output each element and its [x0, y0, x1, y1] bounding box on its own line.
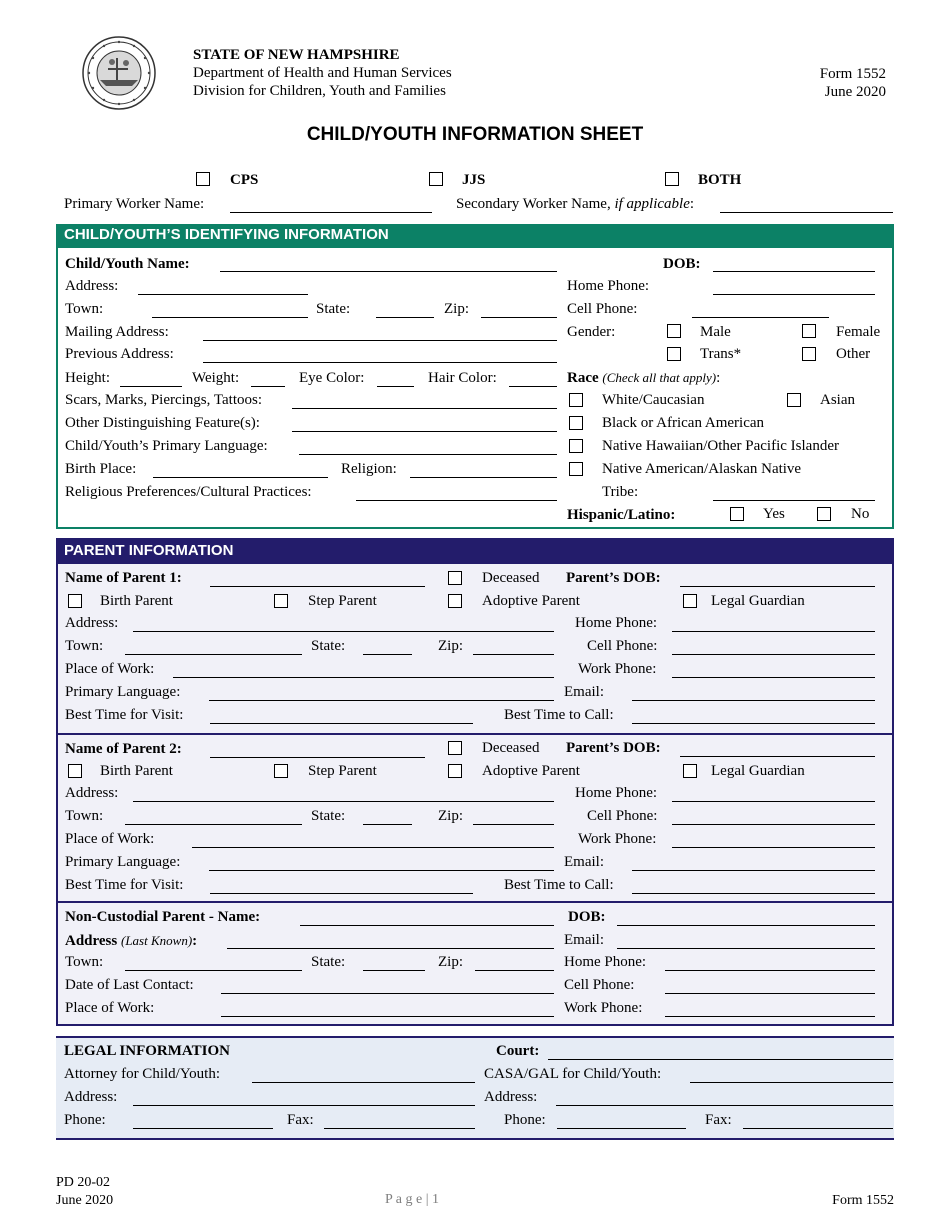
casa-label: CASA/GAL for Child/Youth: [484, 1066, 662, 1082]
race-label: Race (Check all that apply): [567, 370, 721, 386]
attorney-fax-label: Fax: [287, 1112, 314, 1128]
form-number: Form 1552 [819, 66, 886, 82]
parent2-home-phone-label: Home Phone: [575, 785, 658, 801]
casa-address-label: Address: [484, 1089, 538, 1105]
secondary-worker-field[interactable] [720, 212, 893, 213]
noncustodial-home-phone-field[interactable] [665, 970, 875, 971]
jjs-checkbox[interactable] [429, 172, 443, 186]
parent1-work-phone-field[interactable] [672, 677, 875, 678]
other-features-label: Other Distinguishing Feature(s): [65, 415, 260, 431]
parent1-visit-label: Best Time for Visit: [65, 707, 184, 723]
noncustodial-cell-phone-field[interactable] [665, 993, 875, 994]
parent2-call-label: Best Time to Call: [504, 877, 614, 893]
parent2-address-label: Address: [65, 785, 119, 801]
parent2-adoptive-parent-label: Adoptive Parent [482, 763, 580, 779]
female-label: Female [836, 324, 881, 340]
height-label: Height: [65, 370, 110, 386]
casa-field[interactable] [690, 1082, 893, 1083]
child-cell-phone-label: Cell Phone: [567, 301, 638, 317]
attorney-label: Attorney for Child/Youth: [64, 1066, 220, 1082]
parent2-adoptive-parent-checkbox[interactable] [448, 764, 462, 778]
parent1-zip-field[interactable] [473, 654, 554, 655]
parent2-legal-guardian-label: Legal Guardian [711, 763, 805, 779]
parent1-legal-guardian-label: Legal Guardian [711, 593, 805, 609]
parent-section [56, 538, 894, 1026]
parent2-work-label: Place of Work: [65, 831, 155, 847]
casa-phone-field[interactable] [557, 1128, 686, 1129]
jjs-label: JJS [462, 172, 486, 188]
parent1-state-field[interactable] [363, 654, 412, 655]
parent1-deceased-label: Deceased [482, 570, 540, 586]
child-address-label: Address: [65, 278, 119, 294]
asian-checkbox[interactable] [787, 393, 801, 407]
attorney-field[interactable] [252, 1082, 475, 1083]
parent2-work-phone-field[interactable] [672, 847, 875, 848]
parent1-address-label: Address: [65, 615, 119, 631]
noncustodial-dob-field[interactable] [617, 925, 875, 926]
attorney-phone-label: Phone: [64, 1112, 106, 1128]
last-contact-field[interactable] [221, 993, 554, 994]
child-town-label: Town: [65, 301, 104, 317]
child-dob-field[interactable] [713, 271, 875, 272]
tribe-label: Tribe: [602, 484, 639, 500]
black-label: Black or African American [602, 415, 765, 431]
parent2-cell-phone-label: Cell Phone: [587, 808, 658, 824]
cps-label: CPS [230, 172, 259, 188]
parent1-town-field[interactable] [125, 654, 302, 655]
primary-worker-label: Primary Worker Name: [64, 196, 205, 212]
parent1-step-parent-label: Step Parent [308, 593, 377, 609]
birth-place-field[interactable] [153, 477, 328, 478]
hawaiian-label: Native Hawaiian/Other Pacific Islander [602, 438, 839, 454]
parent1-legal-guardian-checkbox[interactable] [683, 594, 697, 608]
black-checkbox[interactable] [569, 416, 583, 430]
parent1-language-field[interactable] [209, 700, 554, 701]
birth-place-label: Birth Place: [65, 461, 137, 477]
department-name: Department of Health and Human Services [193, 65, 452, 81]
child-mailing-label: Mailing Address: [65, 324, 169, 340]
parent1-address-field[interactable] [133, 631, 554, 632]
parent1-home-phone-label: Home Phone: [575, 615, 658, 631]
parent2-zip-label: Zip: [438, 808, 463, 824]
child-section-header: CHILD/YOUTH’S IDENTIFYING INFORMATION [56, 224, 894, 248]
child-zip-label: Zip: [444, 301, 469, 317]
female-checkbox[interactable] [802, 324, 816, 338]
parent2-town-label: Town: [65, 808, 104, 824]
tribe-field[interactable] [713, 500, 875, 501]
parent2-birth-parent-checkbox[interactable] [68, 764, 82, 778]
native-american-checkbox[interactable] [569, 462, 583, 476]
noncustodial-name-field[interactable] [300, 925, 554, 926]
parent1-home-phone-field[interactable] [672, 631, 875, 632]
child-cell-phone-field[interactable] [692, 317, 829, 318]
parent2-home-phone-field[interactable] [672, 801, 875, 802]
noncustodial-work-phone-label: Work Phone: [564, 1000, 643, 1016]
secondary-worker-label: Secondary Worker Name, if applicable: [456, 196, 695, 212]
noncustodial-work-phone-field[interactable] [665, 1016, 875, 1017]
noncustodial-dob-label: DOB: [568, 909, 606, 925]
asian-label: Asian [820, 392, 855, 408]
parent2-email-field[interactable] [632, 870, 875, 871]
last-contact-label: Date of Last Contact: [65, 977, 194, 993]
weight-field[interactable] [251, 386, 285, 387]
parent2-state-field[interactable] [363, 824, 412, 825]
hispanic-yes-label: Yes [763, 506, 785, 522]
hispanic-no-checkbox[interactable] [817, 507, 831, 521]
page-title: CHILD/YOUTH INFORMATION SHEET [306, 124, 644, 145]
white-label: White/Caucasian [602, 392, 705, 408]
footer-pd: PD 20-02 [56, 1175, 111, 1190]
weight-label: Weight: [192, 370, 240, 386]
gender-label: Gender: [567, 324, 616, 340]
parent2-town-field[interactable] [125, 824, 302, 825]
child-name-field[interactable] [220, 271, 557, 272]
attorney-phone-field[interactable] [133, 1128, 273, 1129]
eye-color-label: Eye Color: [299, 370, 365, 386]
parent1-work-phone-label: Work Phone: [578, 661, 657, 677]
child-previous-address-label: Previous Address: [65, 346, 174, 362]
parent2-call-field[interactable] [632, 893, 875, 894]
child-home-phone-field[interactable] [713, 294, 875, 295]
religious-prefs-label: Religious Preferences/Cultural Practices: [65, 484, 312, 500]
parent2-language-label: Primary Language: [65, 854, 181, 870]
hair-color-field[interactable] [509, 386, 557, 387]
child-home-phone-label: Home Phone: [567, 278, 650, 294]
parent1-cell-phone-label: Cell Phone: [587, 638, 658, 654]
child-zip-field[interactable] [481, 317, 557, 318]
male-checkbox[interactable] [667, 324, 681, 338]
parent2-cell-phone-field[interactable] [672, 824, 875, 825]
parent1-call-label: Best Time to Call: [504, 707, 614, 723]
native-american-label: Native American/Alaskan Native [602, 461, 802, 477]
state-seal [82, 36, 156, 110]
other-gender-label: Other [836, 346, 871, 362]
child-mailing-field[interactable] [203, 340, 557, 341]
parent1-step-parent-checkbox[interactable] [274, 594, 288, 608]
attorney-address-field[interactable] [133, 1105, 475, 1106]
parent1-adoptive-parent-label: Adoptive Parent [482, 593, 580, 609]
parent2-birth-parent-label: Birth Parent [100, 763, 173, 779]
hispanic-no-label: No [851, 506, 870, 522]
parent1-birth-parent-label: Birth Parent [100, 593, 173, 609]
hispanic-yes-checkbox[interactable] [730, 507, 744, 521]
parent1-adoptive-parent-checkbox[interactable] [448, 594, 462, 608]
both-checkbox[interactable] [665, 172, 679, 186]
court-label: Court: [496, 1043, 540, 1059]
parent1-deceased-checkbox[interactable] [448, 571, 462, 585]
legal-header: LEGAL INFORMATION [64, 1043, 230, 1059]
child-state-label: State: [316, 301, 351, 317]
child-language-field[interactable] [299, 454, 557, 455]
hawaiian-checkbox[interactable] [569, 439, 583, 453]
noncustodial-town-field[interactable] [125, 970, 302, 971]
parent2-step-parent-label: Step Parent [308, 763, 377, 779]
parent1-cell-phone-field[interactable] [672, 654, 875, 655]
form-date: June 2020 [824, 84, 886, 100]
parent1-work-label: Place of Work: [65, 661, 155, 677]
parent2-step-parent-checkbox[interactable] [274, 764, 288, 778]
cps-checkbox[interactable] [196, 172, 210, 186]
casa-fax-field[interactable] [743, 1128, 893, 1129]
primary-worker-field[interactable] [230, 212, 432, 213]
noncustodial-cell-phone-label: Cell Phone: [564, 977, 635, 993]
parent2-name-field[interactable] [210, 757, 425, 758]
noncustodial-address-label: Address (Last Known): [65, 933, 198, 949]
parent2-deceased-label: Deceased [482, 740, 540, 756]
child-name-label: Child/Youth Name: [65, 256, 190, 272]
parent1-language-label: Primary Language: [65, 684, 181, 700]
child-state-field[interactable] [376, 317, 434, 318]
male-label: Male [700, 324, 731, 340]
trans-checkbox[interactable] [667, 347, 681, 361]
scars-label: Scars, Marks, Piercings, Tattoos: [65, 392, 262, 408]
child-dob-label: DOB: [663, 256, 701, 272]
noncustodial-work-field[interactable] [221, 1016, 554, 1017]
footer-form: Form 1552 [832, 1193, 894, 1208]
parent2-deceased-checkbox[interactable] [448, 741, 462, 755]
noncustodial-town-label: Town: [65, 954, 104, 970]
child-address-field[interactable] [138, 294, 308, 295]
noncustodial-zip-field[interactable] [475, 970, 554, 971]
parent1-town-label: Town: [65, 638, 104, 654]
parent2-name-label: Name of Parent 2: [65, 741, 182, 757]
religion-label: Religion: [341, 461, 397, 477]
parent1-birth-parent-checkbox[interactable] [68, 594, 82, 608]
scars-field[interactable] [292, 408, 557, 409]
parent2-state-label: State: [311, 808, 346, 824]
noncustodial-zip-label: Zip: [438, 954, 463, 970]
attorney-address-label: Address: [64, 1089, 118, 1105]
parent2-work-field[interactable] [192, 847, 554, 848]
parent-divider-2 [56, 901, 894, 903]
hispanic-label: Hispanic/Latino: [567, 507, 676, 523]
religious-prefs-field[interactable] [356, 500, 557, 501]
casa-fax-label: Fax: [705, 1112, 732, 1128]
court-field[interactable] [548, 1059, 893, 1060]
white-checkbox[interactable] [569, 393, 583, 407]
parent1-zip-label: Zip: [438, 638, 463, 654]
division-name: Division for Children, Youth and Families [193, 83, 446, 99]
child-town-field[interactable] [152, 317, 308, 318]
noncustodial-address-field[interactable] [227, 948, 554, 949]
noncustodial-email-field[interactable] [617, 948, 875, 949]
noncustodial-email-label: Email: [564, 932, 604, 948]
parent2-work-phone-label: Work Phone: [578, 831, 657, 847]
parent2-legal-guardian-checkbox[interactable] [683, 764, 697, 778]
parent1-dob-field[interactable] [680, 586, 875, 587]
parent2-language-field[interactable] [209, 870, 554, 871]
parent1-dob-label: Parent’s DOB: [566, 570, 661, 586]
parent1-call-field[interactable] [632, 723, 875, 724]
parent1-visit-field[interactable] [210, 723, 473, 724]
noncustodial-name-label: Non-Custodial Parent - Name: [65, 909, 261, 925]
parent-section-header: PARENT INFORMATION [56, 538, 894, 564]
height-field[interactable] [120, 386, 182, 387]
child-previous-address-field[interactable] [203, 362, 557, 363]
parent1-name-label: Name of Parent 1: [65, 570, 182, 586]
casa-address-field[interactable] [556, 1105, 893, 1106]
parent1-name-field[interactable] [210, 586, 425, 587]
noncustodial-home-phone-label: Home Phone: [564, 954, 647, 970]
noncustodial-state-label: State: [311, 954, 346, 970]
casa-phone-label: Phone: [504, 1112, 546, 1128]
hair-color-label: Hair Color: [428, 370, 497, 386]
parent2-dob-field[interactable] [680, 756, 875, 757]
parent2-visit-field[interactable] [210, 893, 473, 894]
parent1-work-field[interactable] [173, 677, 554, 678]
state-name: STATE OF NEW HAMPSHIRE [193, 47, 400, 63]
parent2-dob-label: Parent’s DOB: [566, 740, 661, 756]
parent1-state-label: State: [311, 638, 346, 654]
parent1-email-label: Email: [564, 684, 604, 700]
footer-page: P a g e | 1 [385, 1192, 439, 1207]
parent2-visit-label: Best Time for Visit: [65, 877, 184, 893]
both-label: BOTH [698, 172, 742, 188]
noncustodial-state-field[interactable] [363, 970, 425, 971]
parent2-address-field[interactable] [133, 801, 554, 802]
other-features-field[interactable] [292, 431, 557, 432]
footer-date: June 2020 [56, 1193, 114, 1208]
trans-label: Trans* [700, 346, 742, 362]
parent2-email-label: Email: [564, 854, 604, 870]
parent1-email-field[interactable] [632, 700, 875, 701]
child-language-label: Child/Youth’s Primary Language: [65, 438, 268, 454]
attorney-fax-field[interactable] [324, 1128, 475, 1129]
eye-color-field[interactable] [377, 386, 414, 387]
noncustodial-work-label: Place of Work: [65, 1000, 155, 1016]
parent2-zip-field[interactable] [473, 824, 554, 825]
religion-field[interactable] [410, 477, 557, 478]
other-gender-checkbox[interactable] [802, 347, 816, 361]
parent-divider-1 [56, 733, 894, 735]
